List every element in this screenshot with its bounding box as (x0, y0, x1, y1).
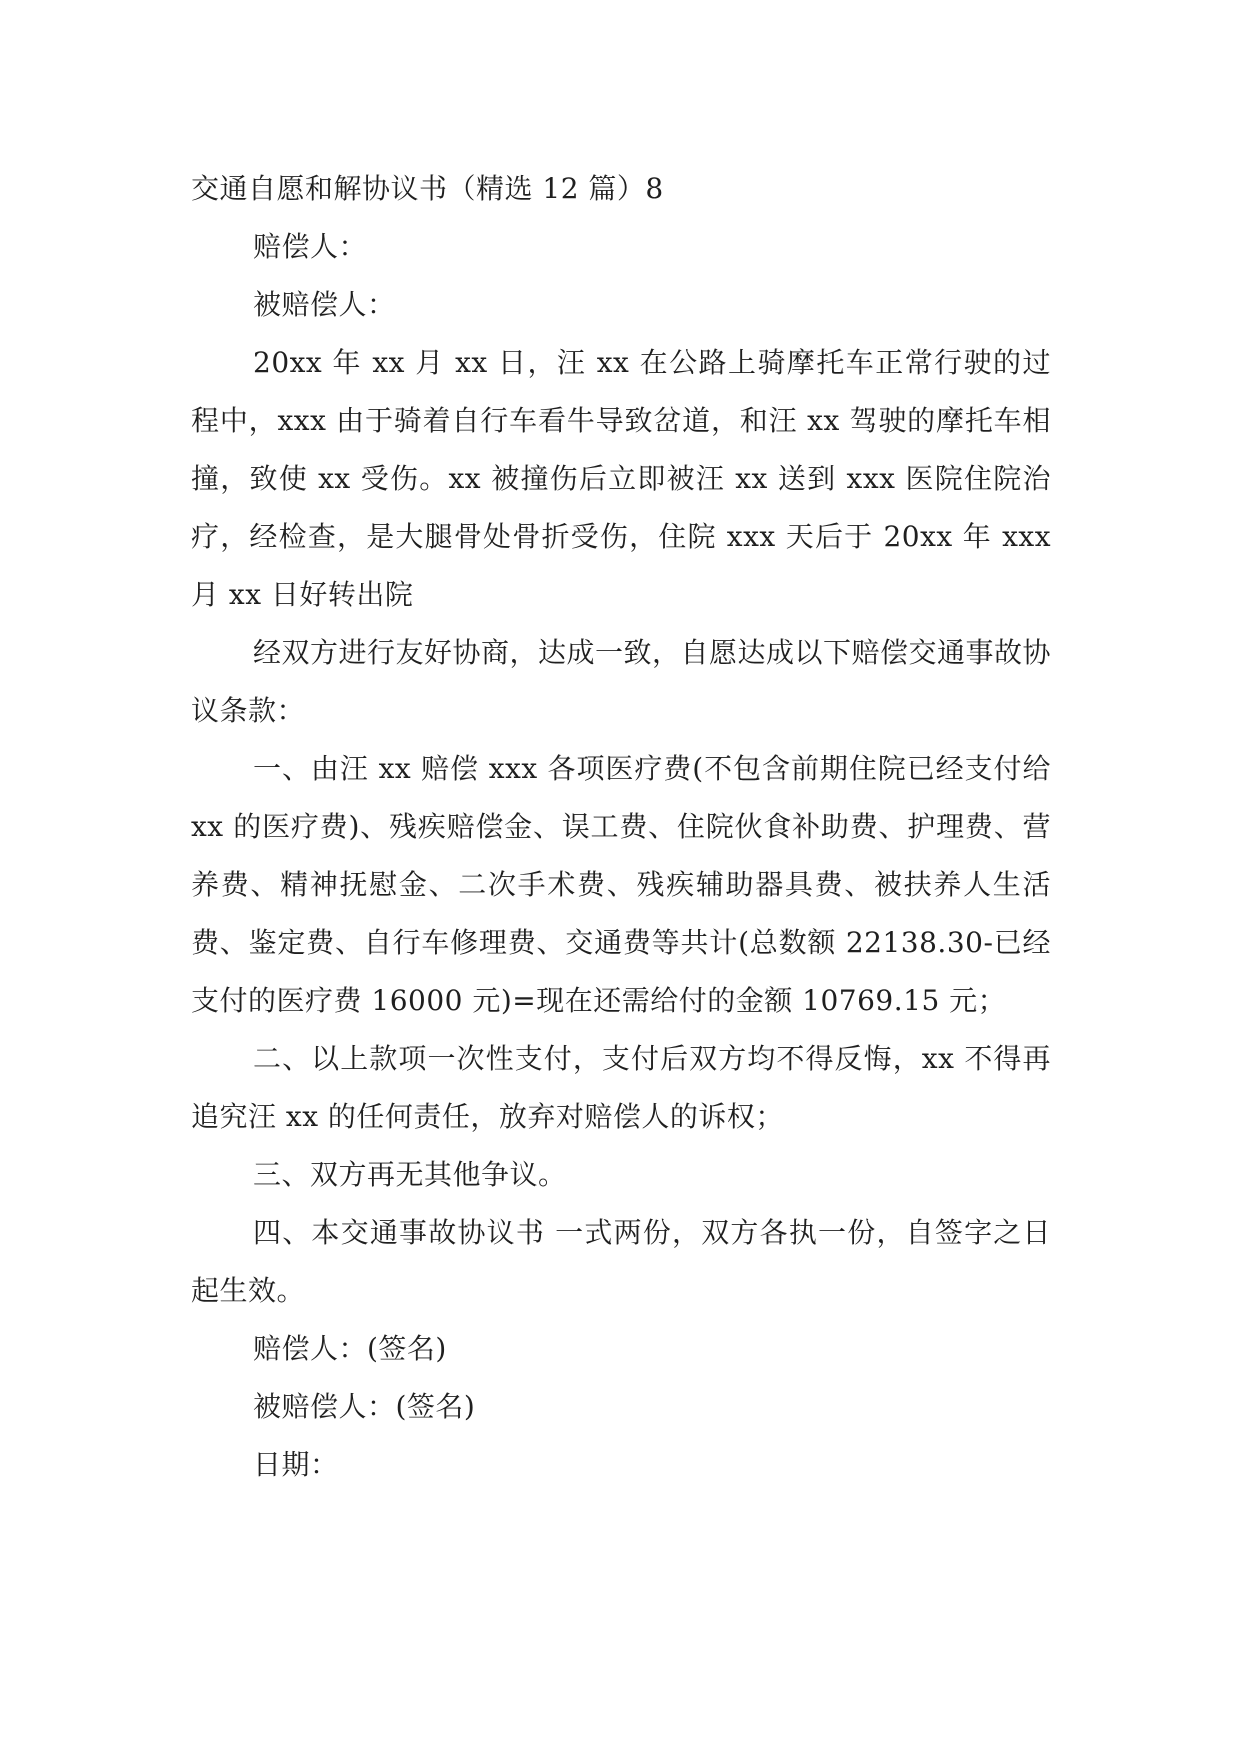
signature-compensated: 被赔偿人：(签名) (253, 1390, 476, 1423)
compensator-label: 赔偿人： (253, 230, 368, 263)
clause-two: 二、以上款项一次性支付，支付后双方均不得反悔，xx 不得再追究汪 xx 的任何责任，放弃对赔偿人的诉权； (191, 1042, 1051, 1133)
signature-compensator: 赔偿人：(签名) (253, 1332, 447, 1365)
clause-three: 三、双方再无其他争议。 (253, 1158, 567, 1191)
clause-one: 一、由汪 xx 赔偿 xxx 各项医疗费(不包含前期住院已经支付给 xx 的医疗费)、残疾赔偿金、误工费、住院伙食补助费、护理费、营养费、精神抚慰金、二次手术费、残疾辅助器具费、被扶养人生活费、鉴定费、自行车修理费、交通费等共计(总数额 22138.30-已经支付的医疗费 16000 元)=现在还需给付的金额 10769.15 元； (191, 752, 1051, 1017)
agreement-intro-paragraph: 经双方进行友好协商，达成一致，自愿达成以下赔偿交通事故协议条款： (191, 636, 1052, 727)
compensated-label: 被赔偿人： (253, 288, 396, 321)
incident-paragraph: 20xx 年 xx 月 xx 日，汪 xx 在公路上骑摩托车正常行驶的过程中，xxx 由于骑着自行车看牛导致岔道，和汪 xx 驾驶的摩托车相撞，致使 xx 受伤。xx 被撞伤后立即被汪 xx 送到 xxx 医院住院治疗，经检查，是大腿骨处骨折受伤，住院 xxx 天后于 20xx 年 xxx 月 xx 日好转出院 (191, 346, 1051, 611)
document-body (191, 160, 1051, 1494)
date-label: 日期： (253, 1448, 339, 1481)
clause-four: 四、本交通事故协议书 一式两份，双方各执一份，自签字之日起生效。 (191, 1216, 1051, 1307)
document-title: 交通自愿和解协议书（精选 12 篇）8 (191, 172, 664, 205)
